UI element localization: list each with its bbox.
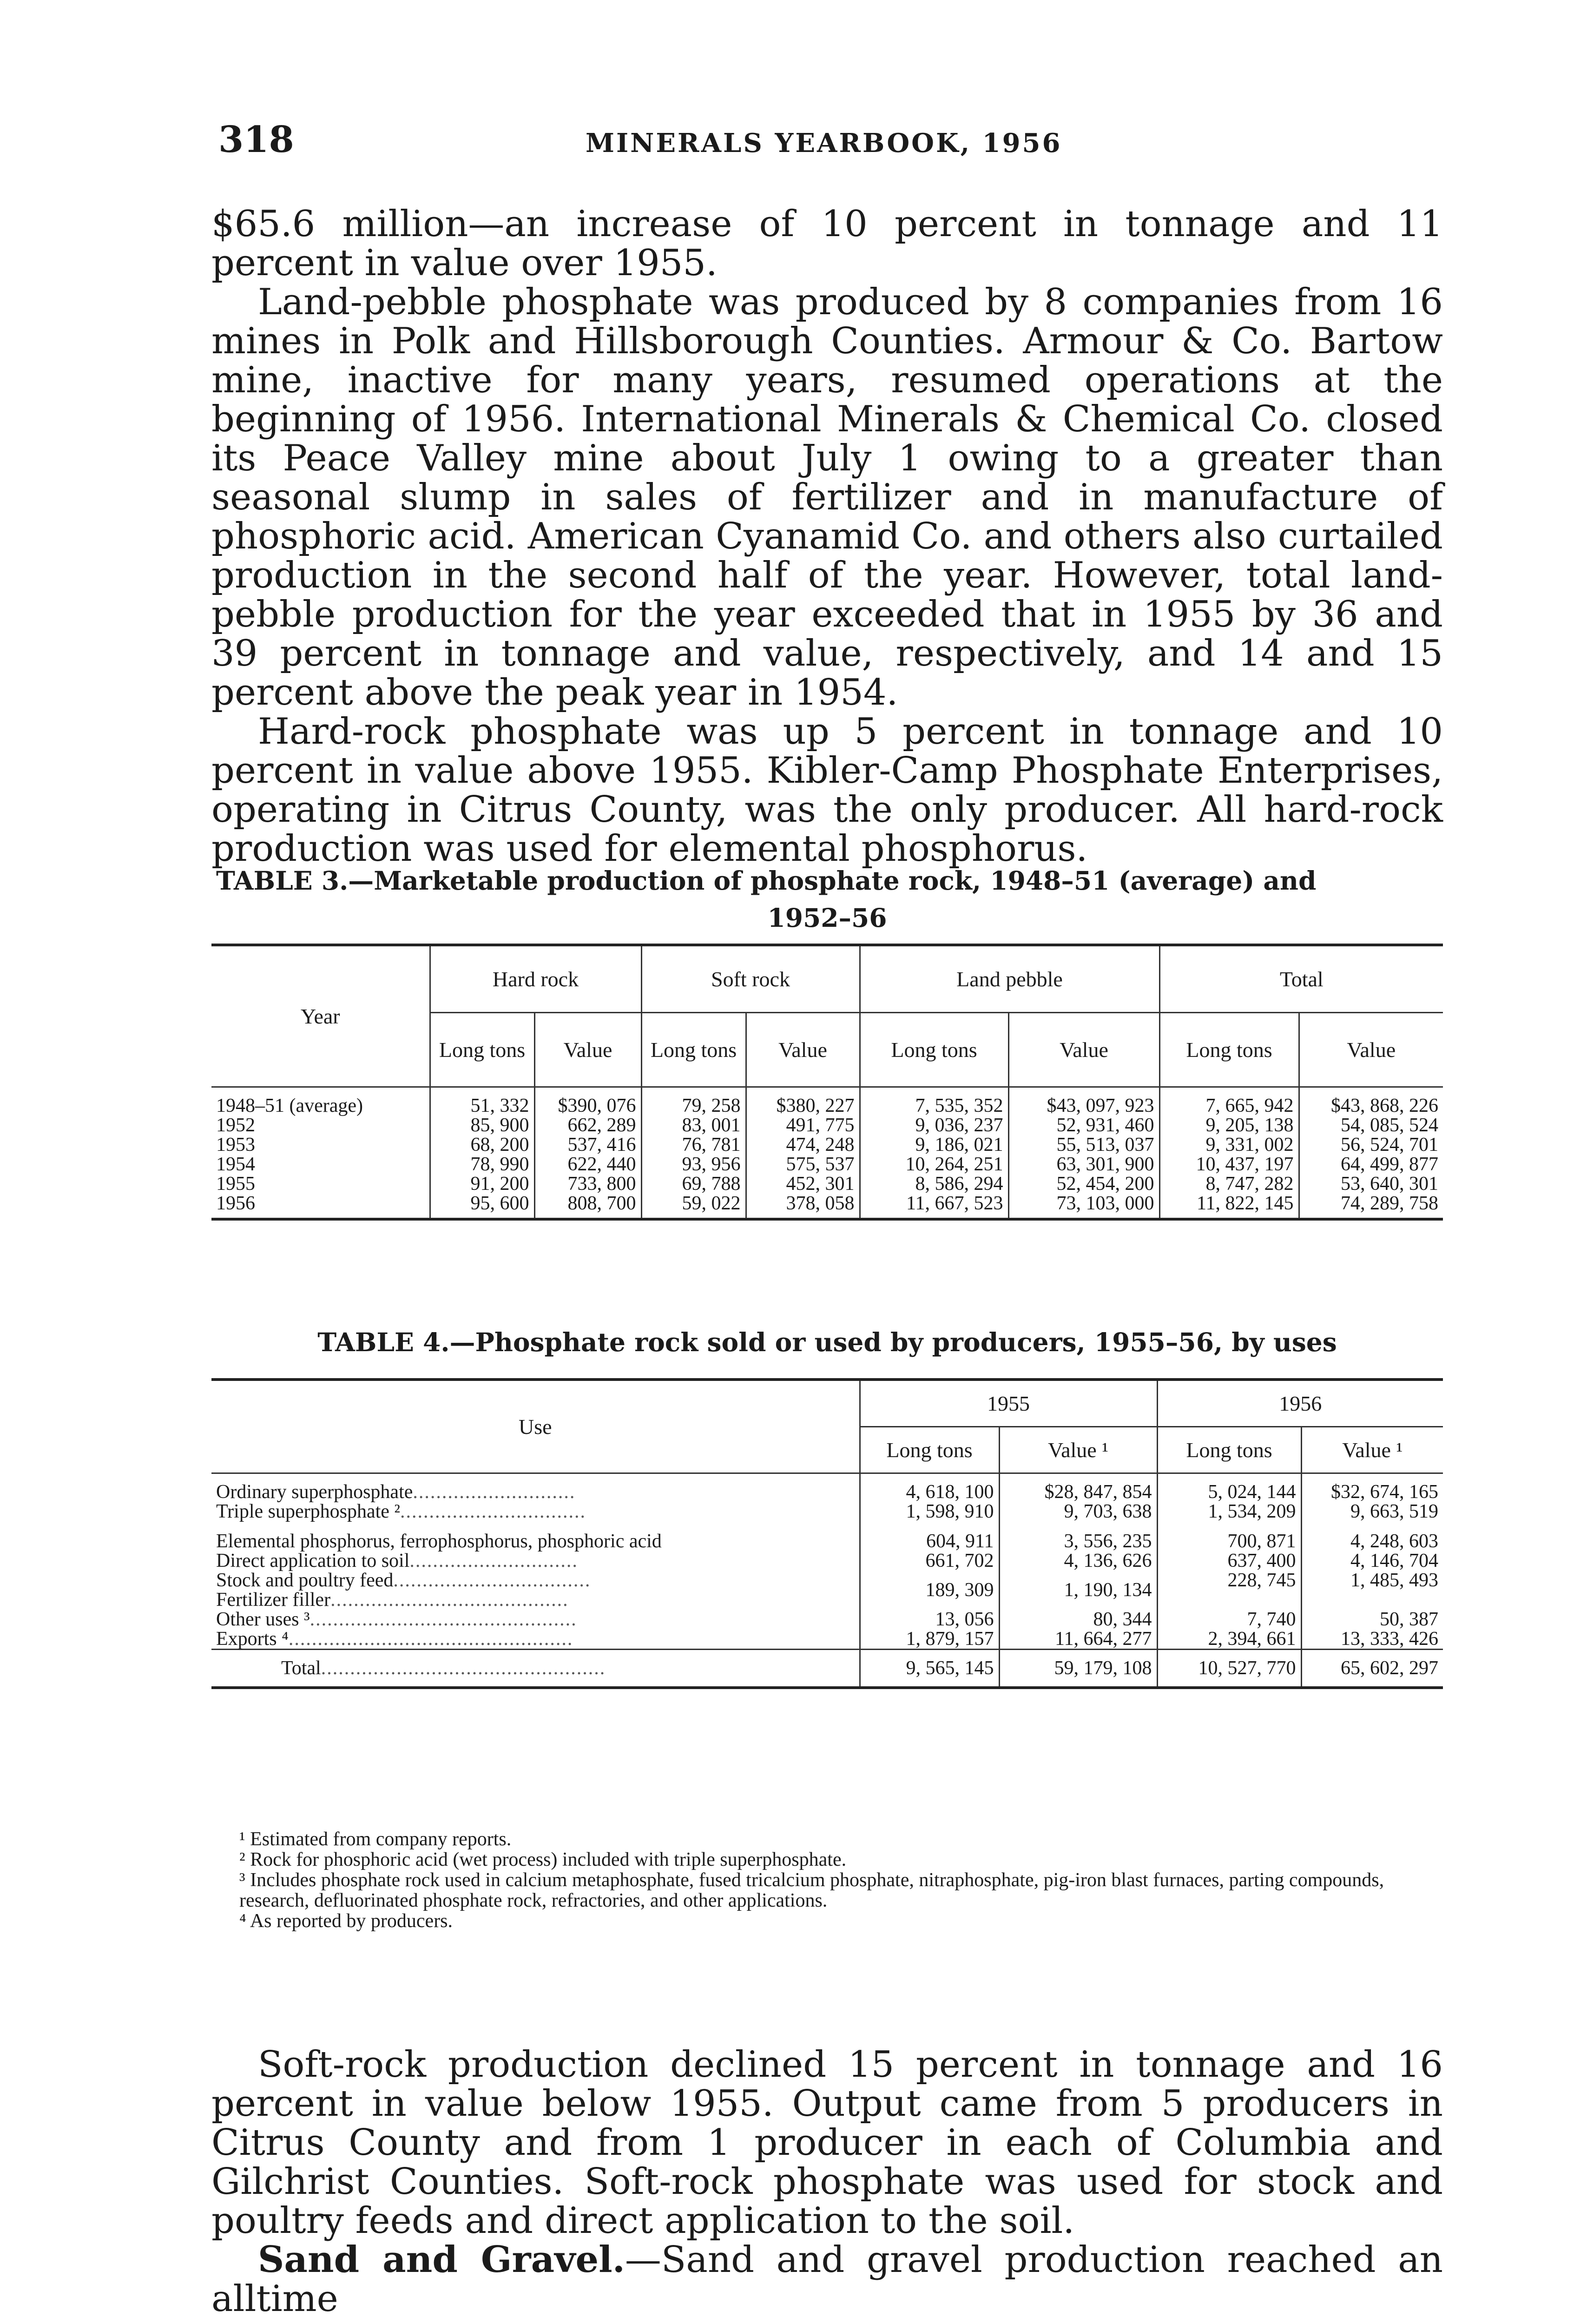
table-cell: 622, 440 <box>534 1155 641 1174</box>
table3-subheader: Long tons <box>1159 1012 1299 1087</box>
table-cell: 80, 344 <box>999 1610 1157 1629</box>
table-cell: $43, 097, 923 <box>1008 1087 1159 1116</box>
table-cell: 69, 788 <box>641 1174 746 1194</box>
table4-use-cell: Triple superphosphate ²................................ <box>216 1501 586 1522</box>
table-cell: 51, 332 <box>430 1087 534 1116</box>
footnote: ¹ Estimated from company reports. <box>239 1829 512 1850</box>
table4-use-cell: Other uses ³.............................................. <box>216 1609 577 1630</box>
table-cell: $28, 847, 854 <box>999 1473 1157 1502</box>
table-cell: 7, 535, 352 <box>860 1087 1008 1116</box>
table4-subheader: Long tons <box>1157 1427 1301 1473</box>
page-header <box>218 119 1436 174</box>
table-row <box>211 1194 1443 1219</box>
table3-year-cell: 1954 <box>211 1155 430 1174</box>
paragraph-continuation: $65.6 million—an increase of 10 percent in tonnage and 11 percent in value over 1955. <box>211 203 1443 284</box>
running-title: MINERALS YEARBOOK, 1956 <box>586 128 1062 158</box>
table4-year-1955: 1955 <box>860 1380 1157 1427</box>
table-cell: 474, 248 <box>746 1135 860 1155</box>
table-cell: 52, 454, 200 <box>1008 1174 1159 1194</box>
table-cell: 83, 001 <box>641 1116 746 1135</box>
table-row <box>211 1521 1443 1551</box>
table-cell: 52, 931, 460 <box>1008 1116 1159 1135</box>
table-cell: 808, 700 <box>534 1194 641 1219</box>
table-cell: 50, 387 <box>1301 1610 1443 1629</box>
table3-year-cell: 1952 <box>211 1116 430 1135</box>
table-cell: 65, 602, 297 <box>1301 1650 1443 1688</box>
footnote: ³ Includes phosphate rock used in calcium metaphosphate, fused tricalcium phosphate, nitraphosphate, pig-iron blast furnaces, parting compounds, research, defluorinated phosphate rock, refractories, and other applications. <box>239 1869 1384 1911</box>
table-cell: 91, 200 <box>430 1174 534 1194</box>
table3-subheader: Value <box>534 1012 641 1087</box>
table3-subheader: Value <box>1299 1012 1443 1087</box>
sand-gravel-text: —Sand and gravel production reached an alltime <box>211 2239 1443 2320</box>
table3-title-line2: 1952–56 <box>767 903 887 933</box>
table-cell: 1, 485, 493 <box>1301 1571 1443 1590</box>
table-cell: 79, 258 <box>641 1087 746 1116</box>
table-cell: 63, 301, 900 <box>1008 1155 1159 1174</box>
footnote: ² Rock for phosphoric acid (wet process) included with triple superphosphate. <box>239 1849 847 1870</box>
sand-gravel-heading: Sand and Gravel. <box>258 2238 625 2281</box>
table3-year-cell: 1948–51 (average) <box>211 1087 430 1116</box>
table-cell: 13, 056 <box>860 1610 999 1629</box>
table-cell: 3, 556, 235 <box>999 1521 1157 1551</box>
table-cell: 54, 085, 524 <box>1341 1114 1438 1136</box>
table-cell: 5, 024, 144 <box>1157 1473 1301 1502</box>
table4-total-label: Total................................................. <box>211 1650 860 1688</box>
table4-use-header: Use <box>211 1380 860 1473</box>
table3-title <box>211 862 1443 937</box>
paragraph-sand-gravel <box>211 2240 1443 2318</box>
table-cell: 59, 179, 108 <box>999 1650 1157 1688</box>
table3-year-header: Year <box>211 945 430 1087</box>
table-cell: $390, 076 <box>534 1087 641 1116</box>
table-cell: 11, 667, 523 <box>860 1194 1008 1219</box>
page-number: 318 <box>218 119 294 161</box>
table-cell: 78, 990 <box>430 1155 534 1174</box>
table3-subheader: Value <box>1008 1012 1159 1087</box>
footnote: ⁴ As reported by producers. <box>239 1910 453 1932</box>
table-cell: 700, 871 <box>1157 1521 1301 1551</box>
table3-year-cell: 1955 <box>211 1174 430 1194</box>
table4-subheader: Value ¹ <box>1301 1427 1443 1473</box>
table3-group-soft-rock: Soft rock <box>641 945 860 1012</box>
table4 <box>211 1378 1443 1689</box>
table-cell: 8, 747, 282 <box>1159 1174 1299 1194</box>
table-cell: 189, 309 <box>860 1571 999 1610</box>
table4-use-cell: Elemental phosphorus, ferrophosphorus, phosphoric acid <box>216 1531 662 1552</box>
table-cell: 1, 598, 910 <box>860 1502 999 1521</box>
table-cell: 491, 775 <box>746 1116 860 1135</box>
table-cell: 604, 911 <box>860 1521 999 1551</box>
table-cell: 13, 333, 426 <box>1301 1629 1443 1650</box>
table-cell: 537, 416 <box>534 1135 641 1155</box>
table-cell: 10, 527, 770 <box>1157 1650 1301 1688</box>
table-row <box>211 1551 1443 1571</box>
intro-text <box>211 205 1443 868</box>
table-row <box>211 1502 1443 1521</box>
table-cell: 4, 146, 704 <box>1301 1551 1443 1571</box>
table3-subheader: Long tons <box>641 1012 746 1087</box>
table-cell: 73, 103, 000 <box>1008 1194 1159 1219</box>
table4-use-cell: Exports ⁴................................................. <box>216 1628 573 1650</box>
table-row <box>211 1155 1443 1174</box>
table-cell: 575, 537 <box>746 1155 860 1174</box>
table-cell: 1, 879, 157 <box>860 1629 999 1650</box>
table-cell: 8, 586, 294 <box>860 1174 1008 1194</box>
table-cell: 9, 565, 145 <box>860 1650 999 1688</box>
table-cell: 4, 618, 100 <box>860 1473 999 1502</box>
table-row <box>211 1135 1443 1155</box>
table4-subheader: Value ¹ <box>999 1427 1157 1473</box>
table-cell: 76, 781 <box>641 1135 746 1155</box>
table4-year-1956: 1956 <box>1157 1380 1443 1427</box>
table-cell: 11, 822, 145 <box>1159 1194 1299 1219</box>
table-cell: 9, 036, 237 <box>860 1116 1008 1135</box>
table3-subheader: Value <box>746 1012 860 1087</box>
table-cell: 378, 058 <box>746 1194 860 1219</box>
table4-use-cell: Ordinary superphosphate............................ <box>216 1481 576 1503</box>
table-row <box>211 1590 1443 1610</box>
table3-title-line1: TABLE 3.—Marketable production of phosphate rock, 1948–51 (average) and <box>216 865 1317 896</box>
table-cell: 64, 499, 877 <box>1341 1153 1438 1175</box>
paragraph-land-pebble: Land-pebble phosphate was produced by 8 companies from 16 mines in Polk and Hillsborough Counties. Armour & Co. Bartow mine, inactive for many years, resumed operations at the beginning of 1956. International Minerals & Chemical Co. closed its Peace Valley mine about July 1 owing to a greater than seasonal slump in sales of fertilizer and in manufacture of phosphoric acid. American Cyanamid Co. and others also curtailed production in the second half of the year. However, total land-pebble production for the year exceeded that in 1955 by 36 and 39 percent in tonnage and value, respectively, and 14 and 15 percent above the peak year in 1954. <box>211 281 1443 713</box>
table-cell: 228, 745 <box>1157 1571 1301 1590</box>
table-cell: 4, 136, 626 <box>999 1551 1157 1571</box>
table-cell: 452, 301 <box>746 1174 860 1194</box>
table-cell: 53, 640, 301 <box>1341 1173 1438 1195</box>
table-cell: 10, 437, 197 <box>1159 1155 1299 1174</box>
paragraph-hard-rock: Hard-rock phosphate was up 5 percent in tonnage and 10 percent in value above 1955. Kibler-Camp Phosphate Enterprises, operating in Citrus County, was the only producer. All hard-rock production was used for elemental phosphorus. <box>211 711 1443 870</box>
table4-title: TABLE 4.—Phosphate rock sold or used by producers, 1955–56, by uses <box>317 1327 1337 1357</box>
table-cell: 68, 200 <box>430 1135 534 1155</box>
table-total-row <box>211 1650 1443 1688</box>
table-cell: 95, 600 <box>430 1194 534 1219</box>
table4-use-cell: Direct application to soil............................. <box>216 1550 578 1571</box>
table-cell: 56, 524, 701 <box>1341 1134 1438 1155</box>
table-cell: 7, 740 <box>1157 1610 1301 1629</box>
table-cell: 93, 956 <box>641 1155 746 1174</box>
table4-subheader: Long tons <box>860 1427 999 1473</box>
table-cell: $380, 227 <box>746 1087 860 1116</box>
table-cell: 1, 190, 134 <box>999 1571 1157 1610</box>
table4-use-cell: Fertilizer filler......................................... <box>216 1589 569 1611</box>
table-cell: 661, 702 <box>860 1551 999 1571</box>
table-cell: 4, 248, 603 <box>1301 1521 1443 1551</box>
table-cell: 637, 400 <box>1157 1551 1301 1571</box>
table-cell: 74, 289, 758 <box>1299 1194 1443 1219</box>
table-row <box>211 1116 1443 1135</box>
table-cell: 2, 394, 661 <box>1157 1629 1301 1650</box>
table3-year-cell: 1953 <box>211 1135 430 1155</box>
table-row <box>211 1174 1443 1194</box>
table-row <box>211 1087 1443 1116</box>
table-cell: 9, 663, 519 <box>1301 1502 1443 1521</box>
table-cell: 9, 205, 138 <box>1159 1116 1299 1135</box>
table4-footnotes <box>211 1829 1443 1931</box>
table-cell: 10, 264, 251 <box>860 1155 1008 1174</box>
table-cell: 7, 665, 942 <box>1159 1087 1299 1116</box>
table-cell: 733, 800 <box>534 1174 641 1194</box>
table-cell: $43, 868, 226 <box>1331 1095 1438 1116</box>
table-cell: 85, 900 <box>430 1116 534 1135</box>
table-cell: 662, 289 <box>534 1116 641 1135</box>
table-cell: $32, 674, 165 <box>1301 1473 1443 1502</box>
table-cell <box>1301 1590 1443 1610</box>
table-cell: 9, 703, 638 <box>999 1502 1157 1521</box>
table3-subheader: Long tons <box>430 1012 534 1087</box>
table3-group-total: Total <box>1159 945 1443 1012</box>
paragraph-soft-rock: Soft-rock production declined 15 percent in tonnage and 16 percent in value below 1955. Output came from 5 producers in Citrus County and from 1 producer in each of Columbia and Gilchrist Counties. Soft-rock phosphate was used for stock and poultry feeds and direct application to the soil. <box>211 2044 1443 2242</box>
table-cell: 11, 664, 277 <box>999 1629 1157 1650</box>
table-cell <box>1157 1590 1301 1610</box>
table4-use-cell: Stock and poultry feed.................................. <box>216 1570 591 1591</box>
table-cell: 9, 186, 021 <box>860 1135 1008 1155</box>
table-row <box>211 1571 1443 1590</box>
table-cell: 1, 534, 209 <box>1157 1502 1301 1521</box>
table3-group-hard-rock: Hard rock <box>430 945 641 1012</box>
table-row <box>211 1629 1443 1650</box>
table-row <box>211 1473 1443 1502</box>
table3 <box>211 944 1443 1221</box>
table3-group-land-pebble: Land pebble <box>860 945 1159 1012</box>
closing-text <box>211 2045 1443 2318</box>
table-cell: 59, 022 <box>641 1194 746 1219</box>
table3-subheader: Long tons <box>860 1012 1008 1087</box>
table-row <box>211 1610 1443 1629</box>
table-cell: 55, 513, 037 <box>1008 1135 1159 1155</box>
table-cell: 9, 331, 002 <box>1159 1135 1299 1155</box>
table3-year-cell: 1956 <box>211 1194 430 1219</box>
